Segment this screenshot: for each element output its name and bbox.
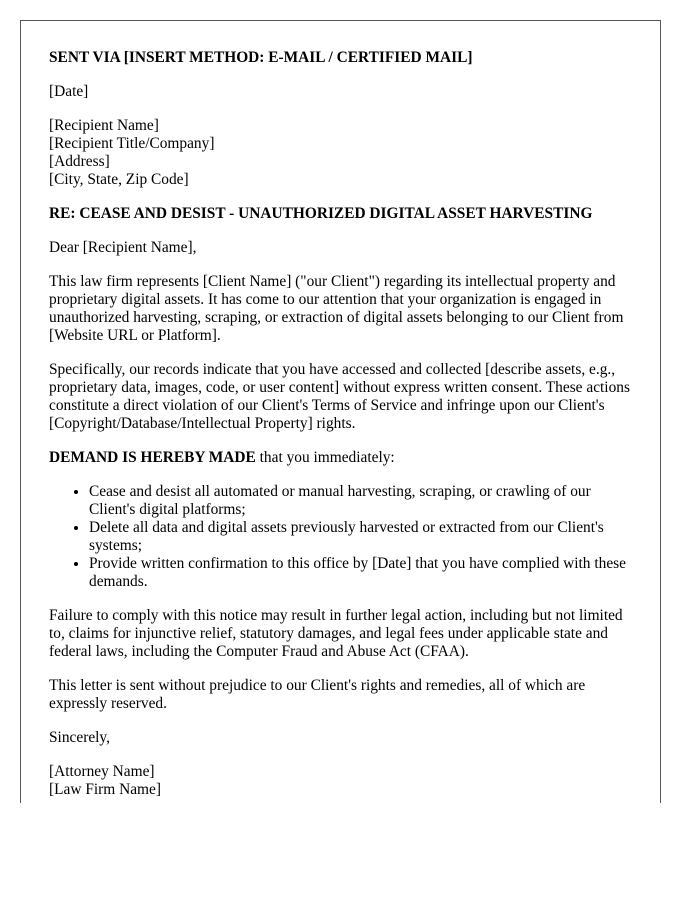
attorney-name: [Attorney Name] (49, 763, 155, 780)
letter-page (20, 20, 661, 803)
demands-list (49, 483, 632, 591)
paragraph-representation: This law firm represents [Client Name] ("our Client") regarding its intellectual property and proprietary digital assets. It has come to our attention that your organization is engaged in unauthorized harvesting, scraping, or extraction of digital assets belonging to our Client from [Website URL or Platform]. (49, 273, 624, 344)
recipient-title-company: [Recipient Title/Company] (49, 135, 215, 152)
paragraph-specifics: Specifically, our records indicate that you have accessed and collected [describe assets, e.g., proprietary data, images, code, or user content] without express written consent. These actions constitute a direct violation of our Client's Terms of Service and infringe upon our Client's [Copyright/Database/Intellectual Property] rights. (49, 361, 630, 432)
recipient-block (49, 117, 632, 189)
letter-date: [Date] (49, 83, 89, 100)
demand-intro-rest: that you immediately: (255, 449, 395, 466)
recipient-city-state-zip: [City, State, Zip Code] (49, 171, 189, 188)
recipient-address: [Address] (49, 153, 110, 170)
demand-item: • Delete all data and digital assets previously harvested or extracted from our Client's systems; (89, 519, 632, 555)
sent-via-line: SENT VIA [INSERT METHOD: E-MAIL / CERTIFIED MAIL] (49, 49, 473, 66)
paragraph-reservation: This letter is sent without prejudice to our Client's rights and remedies, all of which are expressly reserved. (49, 677, 586, 712)
closing: Sincerely, (49, 729, 110, 746)
subject-line: RE: CEASE AND DESIST - UNAUTHORIZED DIGITAL ASSET HARVESTING (49, 205, 593, 222)
demand-intro (49, 449, 632, 467)
law-firm-name: [Law Firm Name] (49, 781, 161, 798)
demand-item: • Provide written confirmation to this office by [Date] that you have complied with these demands. (89, 555, 632, 591)
recipient-name: [Recipient Name] (49, 117, 159, 134)
demand-intro-bold: DEMAND IS HEREBY MADE (49, 449, 256, 466)
paragraph-consequences: Failure to comply with this notice may result in further legal action, including but not limited to, claims for injunctive relief, statutory damages, and legal fees under applicable state and federal laws, including the Computer Fraud and Abuse Act (CFAA). (49, 607, 623, 660)
salutation: Dear [Recipient Name], (49, 239, 197, 256)
signature-block (49, 763, 632, 799)
demand-item: • Cease and desist all automated or manual harvesting, scraping, or crawling of our Client's digital platforms; (89, 483, 632, 519)
